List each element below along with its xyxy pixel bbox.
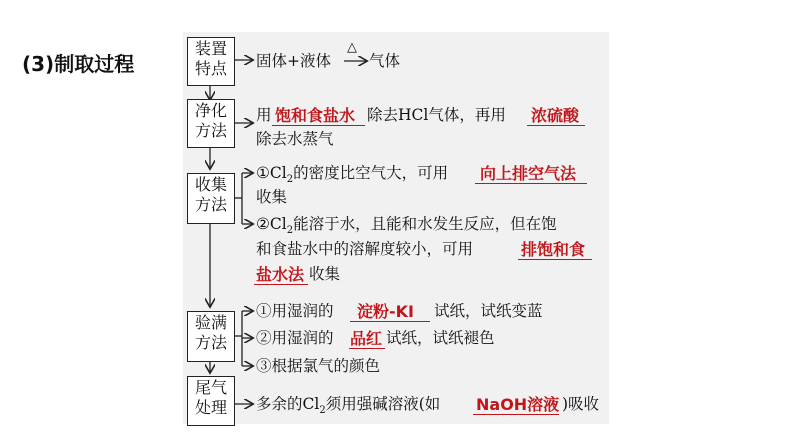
text-segment: 试纸，试纸褪色	[386, 329, 495, 347]
tail-gas-text	[256, 393, 440, 422]
step-box-line: 方法	[194, 195, 227, 214]
step-box-line: 特点	[194, 59, 227, 78]
answer-underline	[272, 125, 365, 126]
text-segment: ②用湿润的	[256, 329, 334, 347]
text-segment: 须用强碱溶液(如	[325, 395, 441, 413]
answer-underline	[350, 321, 430, 322]
answer-underline	[475, 183, 587, 184]
answer-underline	[349, 348, 385, 349]
text-segment: 能溶于水，且能和水发生反应，但在饱	[293, 215, 557, 233]
step-box-tail-gas	[187, 376, 235, 426]
answer-saturated-brine-displacement-cont: 盐水法	[256, 265, 305, 284]
answer-naoh-solution: NaOH溶液	[476, 395, 560, 414]
text-segment: )吸收	[562, 395, 600, 413]
text-segment: 的密度比空气大，可用	[293, 164, 449, 182]
step-box-line: 装置	[194, 39, 227, 58]
text-segment: 收集	[309, 265, 341, 283]
answer-saturated-brine-displacement: 排饱和食	[521, 240, 586, 259]
answer-underline	[518, 259, 592, 260]
step-box-apparatus	[187, 37, 235, 86]
answer-magenta: 品红	[350, 329, 383, 348]
subscript: 2	[286, 174, 294, 186]
step1-reactants: 固体+液体	[256, 52, 331, 70]
answer-underline	[254, 284, 308, 285]
answer-upward-air-displacement: 向上排空气法	[480, 164, 577, 183]
step-box-line: 净化	[194, 101, 227, 120]
step-box-collection	[187, 173, 235, 224]
heating-symbol: △	[347, 40, 357, 55]
step-box-line: 收集	[194, 175, 227, 194]
answer-underline	[473, 414, 559, 415]
text-segment: 试纸，试纸变蓝	[434, 302, 543, 320]
text-segment: ②Cl	[256, 215, 287, 233]
step-box-line: 方法	[194, 121, 227, 140]
step-box-line: 尾气	[194, 378, 227, 397]
answer-starch-ki: 淀粉-KI	[357, 302, 414, 321]
step-box-full-test	[187, 311, 235, 362]
step2-text: 用	[256, 106, 272, 124]
step1-product: 气体	[369, 52, 401, 70]
step-box-line: 方法	[194, 333, 227, 352]
section-heading: (3)制取过程	[22, 52, 135, 76]
step2-text: 除去HCl气体，再用	[367, 106, 506, 124]
subscript: 2	[286, 225, 294, 237]
text-segment: 收集	[256, 188, 288, 206]
answer-saturated-brine: 饱和食盐水	[275, 106, 356, 125]
text-segment: 多余的Cl	[256, 395, 320, 413]
subscript: 2	[319, 405, 326, 417]
text-segment: ③根据氯气的颜色	[256, 357, 381, 375]
step-box-purification	[187, 99, 235, 148]
answer-underline	[527, 125, 585, 126]
answer-conc-sulfuric-acid: 浓硫酸	[531, 106, 580, 125]
step-box-line: 验满	[194, 313, 227, 332]
text-segment: 和食盐水中的溶解度较小，可用	[256, 240, 474, 258]
text-segment: ①Cl	[256, 164, 287, 182]
step-box-line: 处理	[194, 398, 227, 417]
text-segment: ①用湿润的	[256, 302, 334, 320]
step2-text: 除去水蒸气	[256, 130, 334, 148]
